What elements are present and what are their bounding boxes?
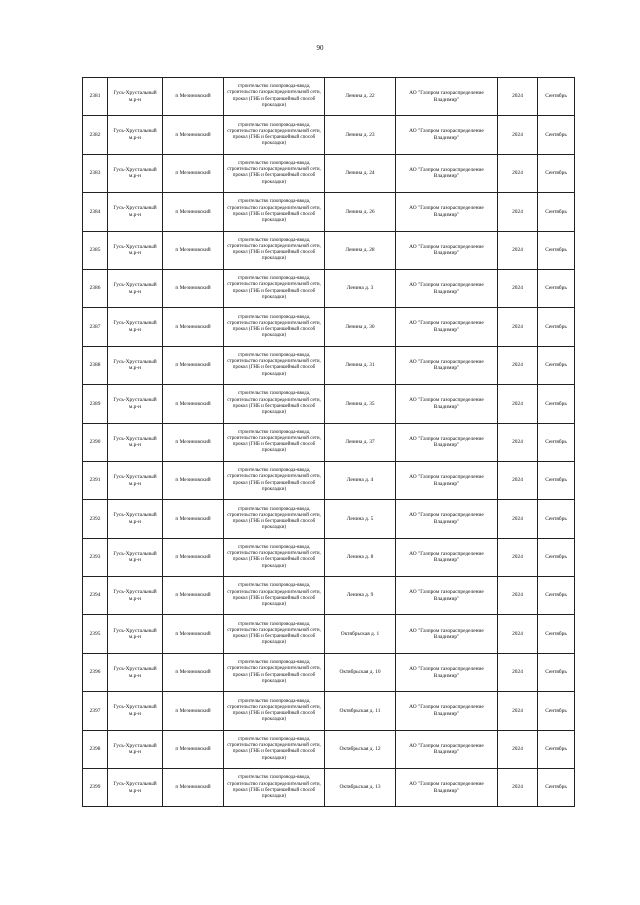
month-cell: Сентябрь [538, 78, 575, 116]
table-row [83, 116, 575, 154]
settlement-cell: п Мезиновский [163, 154, 224, 192]
address-cell: Ленина д. 28 [325, 231, 396, 269]
year-cell: 2024 [498, 423, 538, 461]
settlement-cell: п Мезиновский [163, 385, 224, 423]
district-cell: Гусь-Хрустальный м.р-н [108, 577, 163, 615]
year-cell: 2024 [498, 78, 538, 116]
settlement-cell: п Мезиновский [163, 692, 224, 730]
company-cell: АО "Газпром газораспределение Владимир" [396, 78, 498, 116]
address-cell: Ленина д. 9 [325, 577, 396, 615]
address-cell: Ленина д. 35 [325, 385, 396, 423]
table-row [83, 269, 575, 307]
work-description-cell: строительство газопровода-ввода, строительство газораспределительной сети, прокол (ГНБ и бестраншейный способ прокладки) [224, 423, 325, 461]
company-cell: АО "Газпром газораспределение Владимир" [396, 769, 498, 807]
settlement-cell: п Мезиновский [163, 577, 224, 615]
settlement-cell: п Мезиновский [163, 193, 224, 231]
company-cell: АО "Газпром газораспределение Владимир" [396, 538, 498, 576]
table-row [83, 577, 575, 615]
work-description-cell: строительство газопровода-ввода, строительство газораспределительной сети, прокол (ГНБ и бестраншейный способ прокладки) [224, 653, 325, 691]
year-cell: 2024 [498, 538, 538, 576]
district-cell: Гусь-Хрустальный м.р-н [108, 231, 163, 269]
month-cell: Сентябрь [538, 769, 575, 807]
district-cell: Гусь-Хрустальный м.р-н [108, 385, 163, 423]
address-cell: Ленина д. 8 [325, 538, 396, 576]
district-cell: Гусь-Хрустальный м.р-н [108, 423, 163, 461]
year-cell: 2024 [498, 500, 538, 538]
work-description-cell: строительство газопровода-ввода, строительство газораспределительной сети, прокол (ГНБ и бестраншейный способ прокладки) [224, 500, 325, 538]
row-number-cell: 2391 [83, 461, 108, 499]
year-cell: 2024 [498, 730, 538, 768]
settlement-cell: п Мезиновский [163, 231, 224, 269]
settlement-cell: п Мезиновский [163, 500, 224, 538]
month-cell: Сентябрь [538, 423, 575, 461]
address-cell: Ленина д. 24 [325, 154, 396, 192]
settlement-cell: п Мезиновский [163, 346, 224, 384]
work-description-cell: строительство газопровода-ввода, строительство газораспределительной сети, прокол (ГНБ и бестраншейный способ прокладки) [224, 346, 325, 384]
company-cell: АО "Газпром газораспределение Владимир" [396, 308, 498, 346]
row-number-cell: 2395 [83, 615, 108, 653]
address-cell: Ленина д. 4 [325, 461, 396, 499]
company-cell: АО "Газпром газораспределение Владимир" [396, 193, 498, 231]
month-cell: Сентябрь [538, 730, 575, 768]
month-cell: Сентябрь [538, 653, 575, 691]
year-cell: 2024 [498, 116, 538, 154]
company-cell: АО "Газпром газораспределение Владимир" [396, 461, 498, 499]
company-cell: АО "Газпром газораспределение Владимир" [396, 577, 498, 615]
table-row [83, 154, 575, 192]
row-number-cell: 2389 [83, 385, 108, 423]
address-cell: Ленина д. 22 [325, 78, 396, 116]
address-cell: Ленина д. 5 [325, 500, 396, 538]
table-row [83, 653, 575, 691]
row-number-cell: 2392 [83, 500, 108, 538]
address-cell: Октябрьская д. 13 [325, 769, 396, 807]
row-number-cell: 2396 [83, 653, 108, 691]
settlement-cell: п Мезиновский [163, 769, 224, 807]
row-number-cell: 2398 [83, 730, 108, 768]
settlement-cell: п Мезиновский [163, 538, 224, 576]
row-number-cell: 2388 [83, 346, 108, 384]
settlement-cell: п Мезиновский [163, 423, 224, 461]
address-cell: Ленина д. 23 [325, 116, 396, 154]
year-cell: 2024 [498, 308, 538, 346]
work-description-cell: строительство газопровода-ввода, строительство газораспределительной сети, прокол (ГНБ и бестраншейный способ прокладки) [224, 692, 325, 730]
year-cell: 2024 [498, 615, 538, 653]
district-cell: Гусь-Хрустальный м.р-н [108, 269, 163, 307]
district-cell: Гусь-Хрустальный м.р-н [108, 154, 163, 192]
work-description-cell: строительство газопровода-ввода, строительство газораспределительной сети, прокол (ГНБ и бестраншейный способ прокладки) [224, 577, 325, 615]
company-cell: АО "Газпром газораспределение Владимир" [396, 154, 498, 192]
page-number: 90 [316, 44, 324, 52]
work-description-cell: строительство газопровода-ввода, строительство газораспределительной сети, прокол (ГНБ и бестраншейный способ прокладки) [224, 116, 325, 154]
work-description-cell: строительство газопровода-ввода, строительство газораспределительной сети, прокол (ГНБ и бестраншейный способ прокладки) [224, 193, 325, 231]
address-cell: Октябрьская д. 10 [325, 653, 396, 691]
address-cell: Октябрьская д. 1 [325, 615, 396, 653]
settlement-cell: п Мезиновский [163, 461, 224, 499]
year-cell: 2024 [498, 692, 538, 730]
table-row [83, 308, 575, 346]
year-cell: 2024 [498, 346, 538, 384]
year-cell: 2024 [498, 269, 538, 307]
company-cell: АО "Газпром газораспределение Владимир" [396, 269, 498, 307]
company-cell: АО "Газпром газораспределение Владимир" [396, 500, 498, 538]
month-cell: Сентябрь [538, 615, 575, 653]
district-cell: Гусь-Хрустальный м.р-н [108, 615, 163, 653]
row-number-cell: 2393 [83, 538, 108, 576]
month-cell: Сентябрь [538, 116, 575, 154]
year-cell: 2024 [498, 385, 538, 423]
year-cell: 2024 [498, 193, 538, 231]
settlement-cell: п Мезиновский [163, 116, 224, 154]
district-cell: Гусь-Хрустальный м.р-н [108, 538, 163, 576]
address-cell: Октябрьская д. 11 [325, 692, 396, 730]
table-row [83, 500, 575, 538]
year-cell: 2024 [498, 461, 538, 499]
row-number-cell: 2387 [83, 308, 108, 346]
month-cell: Сентябрь [538, 461, 575, 499]
row-number-cell: 2390 [83, 423, 108, 461]
year-cell: 2024 [498, 154, 538, 192]
month-cell: Сентябрь [538, 577, 575, 615]
company-cell: АО "Газпром газораспределение Владимир" [396, 423, 498, 461]
table-row [83, 769, 575, 807]
table-row [83, 346, 575, 384]
row-number-cell: 2384 [83, 193, 108, 231]
work-description-cell: строительство газопровода-ввода, строительство газораспределительной сети, прокол (ГНБ и бестраншейный способ прокладки) [224, 538, 325, 576]
work-description-cell: строительство газопровода-ввода, строительство газораспределительной сети, прокол (ГНБ и бестраншейный способ прокладки) [224, 385, 325, 423]
table-row [83, 423, 575, 461]
table-row [83, 538, 575, 576]
company-cell: АО "Газпром газораспределение Владимир" [396, 385, 498, 423]
company-cell: АО "Газпром газораспределение Владимир" [396, 692, 498, 730]
row-number-cell: 2381 [83, 78, 108, 116]
year-cell: 2024 [498, 231, 538, 269]
district-cell: Гусь-Хрустальный м.р-н [108, 769, 163, 807]
table-row [83, 78, 575, 116]
company-cell: АО "Газпром газораспределение Владимир" [396, 730, 498, 768]
district-cell: Гусь-Хрустальный м.р-н [108, 116, 163, 154]
district-cell: Гусь-Хрустальный м.р-н [108, 730, 163, 768]
row-number-cell: 2386 [83, 269, 108, 307]
work-description-cell: строительство газопровода-ввода, строительство газораспределительной сети, прокол (ГНБ и бестраншейный способ прокладки) [224, 461, 325, 499]
work-description-cell: строительство газопровода-ввода, строительство газораспределительной сети, прокол (ГНБ и бестраншейный способ прокладки) [224, 615, 325, 653]
company-cell: АО "Газпром газораспределение Владимир" [396, 653, 498, 691]
month-cell: Сентябрь [538, 538, 575, 576]
work-description-cell: строительство газопровода-ввода, строительство газораспределительной сети, прокол (ГНБ и бестраншейный способ прокладки) [224, 154, 325, 192]
row-number-cell: 2383 [83, 154, 108, 192]
row-number-cell: 2399 [83, 769, 108, 807]
district-cell: Гусь-Хрустальный м.р-н [108, 193, 163, 231]
address-cell: Октябрьская д. 12 [325, 730, 396, 768]
month-cell: Сентябрь [538, 154, 575, 192]
month-cell: Сентябрь [538, 193, 575, 231]
row-number-cell: 2382 [83, 116, 108, 154]
settlement-cell: п Мезиновский [163, 653, 224, 691]
address-cell: Ленина д. 26 [325, 193, 396, 231]
table-row [83, 193, 575, 231]
settlement-cell: п Мезиновский [163, 308, 224, 346]
year-cell: 2024 [498, 769, 538, 807]
company-cell: АО "Газпром газораспределение Владимир" [396, 615, 498, 653]
month-cell: Сентябрь [538, 346, 575, 384]
address-cell: Ленина д. 37 [325, 423, 396, 461]
work-description-cell: строительство газопровода-ввода, строительство газораспределительной сети, прокол (ГНБ и бестраншейный способ прокладки) [224, 769, 325, 807]
company-cell: АО "Газпром газораспределение Владимир" [396, 231, 498, 269]
address-cell: Ленина д. 30 [325, 308, 396, 346]
row-number-cell: 2394 [83, 577, 108, 615]
settlement-cell: п Мезиновский [163, 269, 224, 307]
work-description-cell: строительство газопровода-ввода, строительство газораспределительной сети, прокол (ГНБ и бестраншейный способ прокладки) [224, 231, 325, 269]
table-row [83, 692, 575, 730]
table-row [83, 461, 575, 499]
table-body [83, 78, 575, 807]
month-cell: Сентябрь [538, 308, 575, 346]
district-cell: Гусь-Хрустальный м.р-н [108, 692, 163, 730]
month-cell: Сентябрь [538, 269, 575, 307]
work-description-cell: строительство газопровода-ввода, строительство газораспределительной сети, прокол (ГНБ и бестраншейный способ прокладки) [224, 308, 325, 346]
address-cell: Ленина д. 31 [325, 346, 396, 384]
district-cell: Гусь-Хрустальный м.р-н [108, 461, 163, 499]
row-number-cell: 2385 [83, 231, 108, 269]
work-description-cell: строительство газопровода-ввода, строительство газораспределительной сети, прокол (ГНБ и бестраншейный способ прокладки) [224, 269, 325, 307]
district-cell: Гусь-Хрустальный м.р-н [108, 346, 163, 384]
gasification-registry-table [82, 77, 575, 807]
company-cell: АО "Газпром газораспределение Владимир" [396, 346, 498, 384]
settlement-cell: п Мезиновский [163, 730, 224, 768]
month-cell: Сентябрь [538, 385, 575, 423]
table-row [83, 385, 575, 423]
district-cell: Гусь-Хрустальный м.р-н [108, 653, 163, 691]
district-cell: Гусь-Хрустальный м.р-н [108, 308, 163, 346]
work-description-cell: строительство газопровода-ввода, строительство газораспределительной сети, прокол (ГНБ и бестраншейный способ прокладки) [224, 78, 325, 116]
month-cell: Сентябрь [538, 692, 575, 730]
work-description-cell: строительство газопровода-ввода, строительство газораспределительной сети, прокол (ГНБ и бестраншейный способ прокладки) [224, 730, 325, 768]
month-cell: Сентябрь [538, 500, 575, 538]
address-cell: Ленина д. 3 [325, 269, 396, 307]
company-cell: АО "Газпром газораспределение Владимир" [396, 116, 498, 154]
settlement-cell: п Мезиновский [163, 615, 224, 653]
table-row [83, 730, 575, 768]
district-cell: Гусь-Хрустальный м.р-н [108, 78, 163, 116]
settlement-cell: п Мезиновский [163, 78, 224, 116]
table-row [83, 615, 575, 653]
year-cell: 2024 [498, 653, 538, 691]
row-number-cell: 2397 [83, 692, 108, 730]
year-cell: 2024 [498, 577, 538, 615]
table-row [83, 231, 575, 269]
district-cell: Гусь-Хрустальный м.р-н [108, 500, 163, 538]
month-cell: Сентябрь [538, 231, 575, 269]
